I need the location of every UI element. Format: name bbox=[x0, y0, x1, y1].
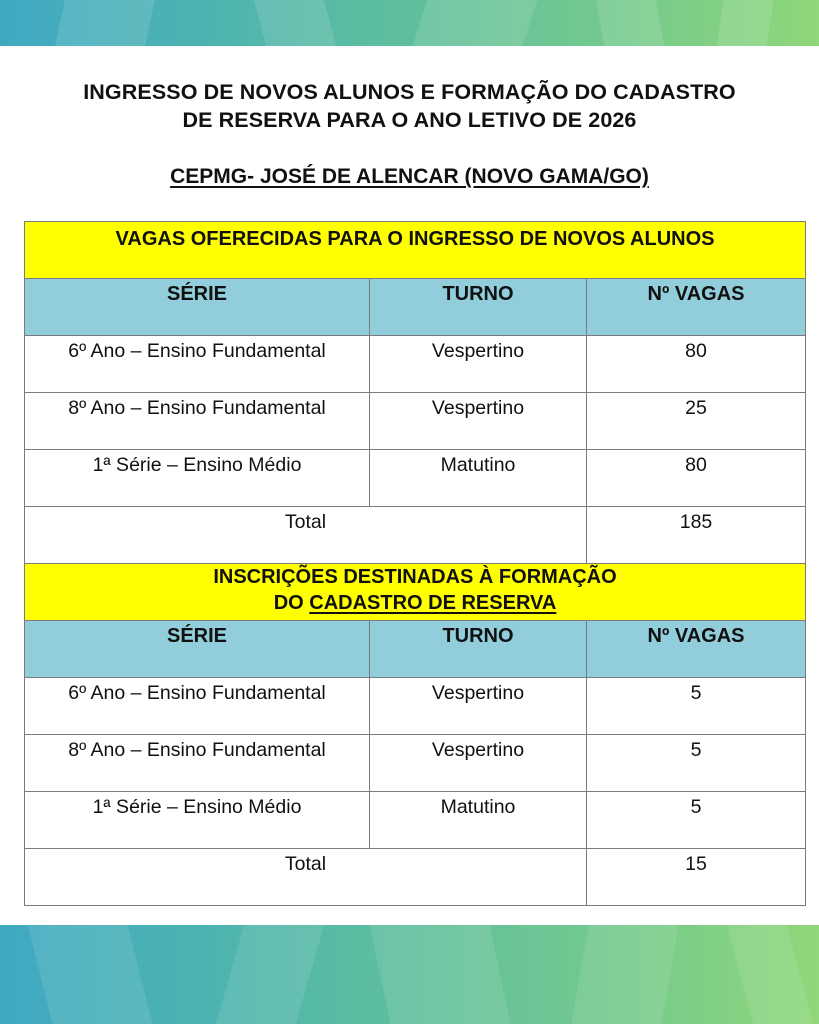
cell-vagas-text: 80 bbox=[685, 454, 707, 476]
cell-turno bbox=[370, 678, 587, 735]
page-title bbox=[0, 78, 819, 134]
cell-vagas-text: 80 bbox=[685, 340, 707, 362]
column-header-vagas-text: Nº VAGAS bbox=[647, 283, 745, 305]
table-row bbox=[25, 336, 806, 393]
cell-turno-text: Vespertino bbox=[431, 682, 525, 704]
top-decorative-band bbox=[0, 0, 819, 46]
total-label-text: Total bbox=[284, 511, 327, 533]
cell-vagas bbox=[587, 393, 806, 450]
cell-turno bbox=[370, 450, 587, 507]
cell-vagas bbox=[587, 735, 806, 792]
cell-serie-text: 6º Ano – Ensino Fundamental bbox=[68, 340, 326, 362]
column-header-turno-text: TURNO bbox=[442, 283, 514, 305]
table-row bbox=[25, 678, 806, 735]
column-header-turno-text: TURNO bbox=[442, 625, 514, 647]
cell-turno-text: Vespertino bbox=[431, 340, 525, 362]
section2-title-line-1: INSCRIÇÕES DESTINADAS À FORMAÇÃO bbox=[213, 566, 617, 588]
table-row bbox=[25, 393, 806, 450]
school-name bbox=[0, 164, 819, 190]
total-value bbox=[587, 849, 806, 906]
total-value-text: 185 bbox=[679, 511, 713, 533]
title-line-1: INGRESSO DE NOVOS ALUNOS E FORMAÇÃO DO CADASTRO bbox=[83, 80, 736, 104]
column-header-serie bbox=[25, 621, 370, 678]
cell-serie-text: 1ª Série – Ensino Médio bbox=[92, 454, 302, 476]
cell-vagas bbox=[587, 450, 806, 507]
cell-turno-text: Matutino bbox=[440, 796, 516, 818]
section2-title bbox=[25, 564, 806, 621]
cell-serie bbox=[25, 792, 370, 849]
total-label bbox=[25, 849, 587, 906]
cell-serie bbox=[25, 336, 370, 393]
cell-vagas bbox=[587, 792, 806, 849]
total-label-text: Total bbox=[284, 853, 327, 875]
cell-serie-text: 1ª Série – Ensino Médio bbox=[92, 796, 302, 818]
cell-turno-text: Matutino bbox=[440, 454, 516, 476]
column-header-serie-text: SÉRIE bbox=[166, 283, 228, 305]
cell-serie bbox=[25, 393, 370, 450]
column-header-serie-text: SÉRIE bbox=[166, 625, 228, 647]
cell-vagas-text: 5 bbox=[690, 796, 702, 818]
cell-turno bbox=[370, 735, 587, 792]
cell-turno bbox=[370, 393, 587, 450]
section2-title-underlined: CADASTRO DE RESERVA bbox=[309, 592, 557, 614]
cell-vagas bbox=[587, 678, 806, 735]
cell-vagas-text: 5 bbox=[690, 739, 702, 761]
column-header-turno bbox=[370, 279, 587, 336]
cell-vagas bbox=[587, 336, 806, 393]
bottom-decorative-band bbox=[0, 925, 819, 1024]
section2-column-header-row bbox=[25, 621, 806, 678]
section1-title-text: VAGAS OFERECIDAS PARA O INGRESSO DE NOVOS ALUNOS bbox=[115, 228, 715, 250]
total-row bbox=[25, 849, 806, 906]
title-line-2: DE RESERVA PARA O ANO LETIVO DE 2026 bbox=[182, 108, 637, 132]
column-header-serie bbox=[25, 279, 370, 336]
column-header-vagas bbox=[587, 621, 806, 678]
section1-title-row bbox=[25, 222, 806, 279]
table-row bbox=[25, 450, 806, 507]
school-name-text: CEPMG- JOSÉ DE ALENCAR (NOVO GAMA/GO) bbox=[170, 165, 649, 188]
cell-serie bbox=[25, 450, 370, 507]
table-row bbox=[25, 735, 806, 792]
cell-turno bbox=[370, 792, 587, 849]
cell-serie bbox=[25, 678, 370, 735]
section2-title-row bbox=[25, 564, 806, 621]
cell-turno bbox=[370, 336, 587, 393]
cell-serie-text: 6º Ano – Ensino Fundamental bbox=[68, 682, 326, 704]
total-value bbox=[587, 507, 806, 564]
column-header-vagas-text: Nº VAGAS bbox=[647, 625, 745, 647]
cell-serie bbox=[25, 735, 370, 792]
section1-column-header-row bbox=[25, 279, 806, 336]
column-header-vagas bbox=[587, 279, 806, 336]
table-row bbox=[25, 792, 806, 849]
section2-title-prefix: DO bbox=[273, 592, 310, 614]
cell-vagas-text: 5 bbox=[690, 682, 702, 704]
total-label bbox=[25, 507, 587, 564]
cell-turno-text: Vespertino bbox=[431, 397, 525, 419]
cell-turno-text: Vespertino bbox=[431, 739, 525, 761]
vacancies-table bbox=[24, 221, 806, 906]
cell-serie-text: 8º Ano – Ensino Fundamental bbox=[68, 397, 326, 419]
section1-title bbox=[25, 222, 806, 279]
column-header-turno bbox=[370, 621, 587, 678]
total-row bbox=[25, 507, 806, 564]
total-value-text: 15 bbox=[685, 853, 707, 875]
section2-title-line-2 bbox=[25, 590, 805, 616]
cell-vagas-text: 25 bbox=[685, 397, 707, 419]
cell-serie-text: 8º Ano – Ensino Fundamental bbox=[68, 739, 326, 761]
